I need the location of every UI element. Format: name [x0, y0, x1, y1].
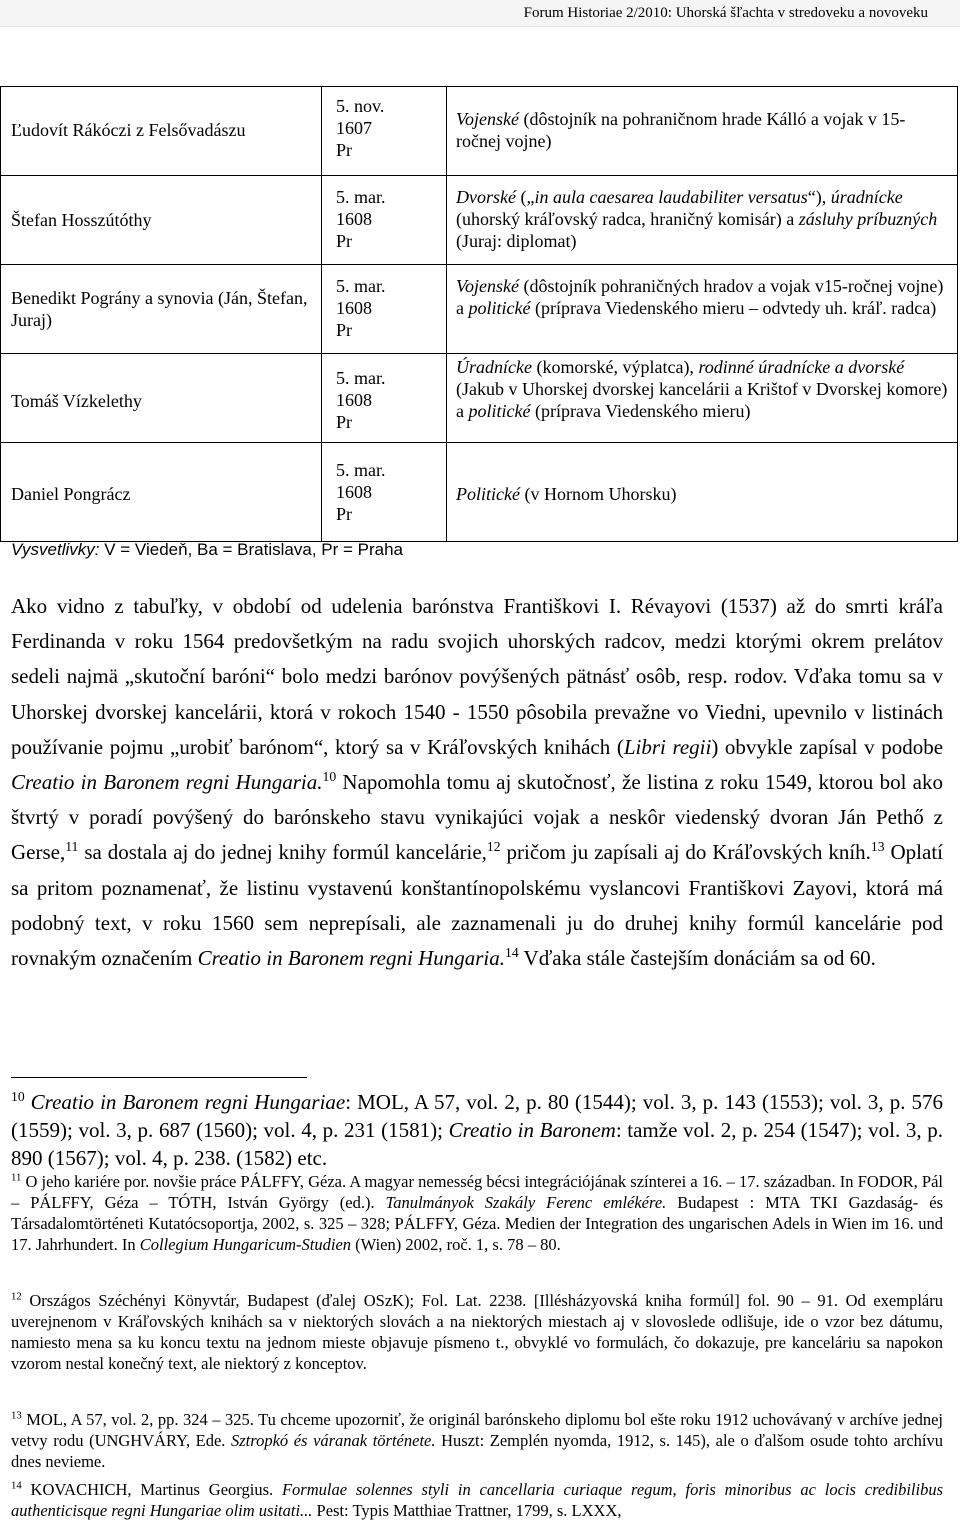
row-divider: [0, 264, 957, 265]
row-divider: [0, 442, 957, 443]
column-divider: [321, 87, 322, 541]
date-year: 1608: [336, 482, 372, 502]
date-year: 1608: [336, 390, 372, 410]
table-cell-merits: Vojenské (dôstojník pohraničných hradov a vojak v15-ročnej vojne) a politické (príprava Viedenského mieru – odvtedy uh. kráľ. radca): [456, 276, 944, 318]
table-border-left: [0, 87, 1, 541]
date-place: Pr: [336, 320, 353, 340]
table-cell-name: Daniel Pongrácz: [11, 484, 131, 504]
footnote-ref: 14: [505, 945, 519, 961]
date-place: Pr: [336, 231, 353, 251]
date-year: 1607: [336, 118, 372, 138]
date-day: 5. mar.: [336, 276, 386, 296]
date-day: 5. mar.: [336, 460, 386, 480]
footnote-14: $^{14}$ KOVACHICH, Martinus Georgius. Formulae solennes styli in cancellaria curiaque regum, foris minoribus ac locis credibilibus authenticisque regni Hungariae olim usitati... Pest: Typis Matthiae Trattner, 1799, s. LXXX,: [11, 1479, 943, 1520]
date-day: 5. nov.: [336, 96, 385, 116]
table-cell-date: [336, 367, 436, 433]
footnote-ref: 10: [322, 769, 337, 785]
body-paragraph: Ako vidno z tabuľky, v období od udelenia barónstva Františkovi I. Révayovi (1537) až do smrti kráľa Ferdinanda v roku 1564 predovšetkým na radu svojich uhorských radcov, medzi ktorými okrem prelátov sedeli najmä „skutoční baróni“ bolo medzi barónov povýšených pätnásť osôb, resp. rodov. Vďaka tomu sa v Uhorskej dvorskej kancelárii, ktorá v rokoch 1540 - 1550 pôsobila prevažne vo Viedni, upevnilo v listinách používanie pojmu „urobiť barónom“, ktorý sa v Kráľovských knihách (Libri regii) obvykle zapísal v podobe Creatio in Baronem regni Hungaria.$^{10}$ Napomohla tomu aj skutočnosť, že listina z roku 1549, ktorou bol ako štvrtý v poradí povýšený do barónskeho stavu vynikajúci vojak a neskôr viedenský dvoran Ján Pethő z Gerse,$^{11}$ sa dostala aj do jednej knihy formúl kancelárie,$^{12}$ pričom ju zapísali aj do Kráľovských kníh.$^{13}$ Oplatí sa pritom poznamenať, že listinu vystavenú konštantínopolskému vyslancovi Františkovi Zayovi, ktorá má podobný text, v roku 1560 sem neprepísali, ale zaznamenali ju do druhej knihy formúl kancelárie pod rovnakým označením Creatio in Baronem regni Hungaria.$^{14}$ Vďaka stále častejším donáciám sa od 60.: [11, 594, 944, 971]
date-year: 1608: [336, 209, 372, 229]
footnote-ref: 13: [870, 839, 885, 855]
table-cell-merits: Vojenské (dôstojník na pohraničnom hrade Kálló a vojak v 15-ročnej vojne): [456, 109, 906, 151]
footnote-12: $^{12}$ Országos Széchényi Könyvtár, Budapest (ďalej OSzK); Fol. Lat. 2238. [Illésházyovská kniha formúl] fol. 90 – 91. Od exempláru uverejnenom v Kráľovských knihách sa v niektorých slovách a na niektorých miestach aj v slovoslede odlišuje, ide o vzor bez dátumu, namiesto mena sa ku koncu textu na jednom mieste objavuje písmeno t., obvyklé vo formulách, čo dokazuje, pre kanceláriu sa napokon vzorom nestal konečný text, ale niektorý z konceptov.: [11, 1290, 943, 1373]
table-cell-name: Tomáš Vízkelethy: [11, 391, 142, 411]
table-cell-name: Ľudovít Rákóczi z Felsővadászu: [11, 120, 246, 140]
table-cell-date: [336, 275, 436, 341]
table-cell-merits: Dvorské („in aula caesarea laudabiliter versatus“), úradnícke (uhorský kráľovský radca, hraničný komisár) a zásluhy príbuzných (Juraj: diplomat): [456, 187, 938, 251]
footnote-separator: [11, 1077, 307, 1078]
table-cell-date: [336, 95, 436, 161]
ennoblement-table: [0, 86, 958, 542]
table-cell-name: Benedikt Pográny a synovia (Ján, Štefan, Juraj): [11, 288, 308, 330]
table-cell-date: [336, 459, 436, 525]
date-day: 5. mar.: [336, 368, 386, 388]
date-place: Pr: [336, 412, 353, 432]
table-cell-merits: Politické (v Hornom Uhorsku): [456, 484, 677, 504]
footnote-ref: 12: [486, 839, 501, 855]
date-day: 5. mar.: [336, 187, 386, 207]
footnote-13: $^{13}$ MOL, A 57, vol. 2, pp. 324 – 325. Tu chceme upozorniť, že originál barónskeho diplomu bol ešte roku 1912 uchovávaný v archíve jednej vetvy rodu (UNGHVÁRY, Ede. Sztropkó és váranak története. Huszt: Zemplén nyomda, 1912, s. 145), ale o ďalšom osude tohto archívu dnes nevieme.: [11, 1409, 943, 1471]
running-header: Forum Historiae 2/2010: Uhorská šľachta v stredoveku a novoveku: [0, 0, 960, 27]
footnote-ref: 11: [65, 839, 79, 855]
footnote-10: $^{10}$ Creatio in Baronem regni Hungariae: MOL, A 57, vol. 2, p. 80 (1544); vol. 3, p. 143 (1553); vol. 3, p. 576 (1559); vol. 3, p. 687 (1560); vol. 4, p. 231 (1581); Creatio in Baronem: tamže vol. 2, p. 254 (1547); vol. 3, p. 890 (1567); vol. 4, p. 238. (1582) etc.: [11, 1089, 943, 1170]
table-cell-merits: Úradnícke (komorské, výplatca), rodinné úradnícke a dvorské (Jakub v Uhorskej dvorskej kancelárii a Krištof v Dvorskej komore) a politické (príprava Viedenského mieru): [456, 357, 948, 421]
table-cell-date: [336, 186, 436, 252]
column-divider: [446, 87, 447, 541]
table-legend: Vysvetlivky: V = Viedeň, Ba = Bratislava, Pr = Praha: [11, 540, 404, 559]
footnote-11: $^{11}$ O jeho kariére por. novšie práce PÁLFFY, Géza. A magyar nemesség bécsi integrációjának színterei a 16. – 17. században. In FODOR, Pál – PÁLFFY, Géza – TÓTH, István György (ed.). Tanulmányok Szakály Ferenc emlékére. Budapest : MTA TKI Gazdaság- és Társadalomtörténeti Kutatócsoportja, 2002, s. 325 – 328; PÁLFFY, Géza. Medien der Integration des ungarischen Adels in Wien im 16. und 17. Jahrhundert. In Collegium Hungaricum-Studien (Wien) 2002, roč. 1, s. 78 – 80.: [11, 1171, 943, 1254]
table-cell-name: Štefan Hosszútóthy: [11, 210, 152, 230]
date-place: Pr: [336, 504, 353, 524]
row-divider: [0, 353, 957, 354]
date-place: Pr: [336, 140, 353, 160]
row-divider: [0, 175, 957, 176]
date-year: 1608: [336, 298, 372, 318]
